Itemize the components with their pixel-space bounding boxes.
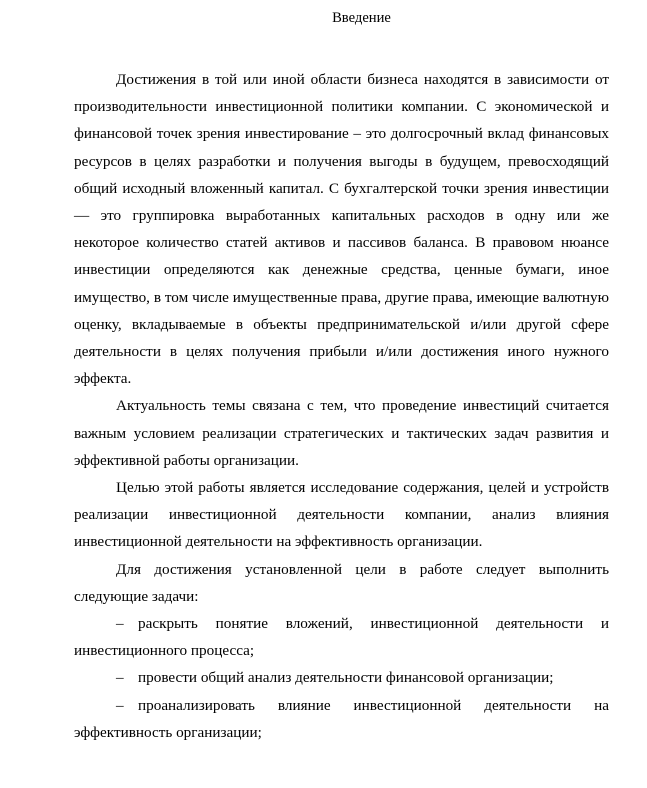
document-body — [74, 66, 609, 746]
list-dash: – — [116, 696, 124, 714]
list-item-text: проанализировать влияние инвестиционной деятельности на эффективность организации; — [74, 696, 609, 741]
paragraph-intro: Достижения в той или иной области бизнеса находятся в зависимости от производительности инвестиционной политики компании. С экономической и финансовой точек зрения инвестирование – это долгосрочный вклад финансовых ресурсов в целях разработки и получения выгоды в будущем, превосходящий общий исходный вложенный капитал. С бухгалтерской точки зрения инвестиции — это группировка выработанных капитальных расходов в одну или же некоторое количество статей активов и пассивов баланса. В правовом нюансе инвестиции определяются как денежные средства, ценные бумаги, иное имущество, в том числе имущественные права, другие права, имеющие валютную оценку, вкладываемые в объекты предпринимательской и/или другой сфере деятельности в целях получения прибыли и/или достижения иного нужного эффекта. — [74, 71, 609, 388]
list-item-text: провести общий анализ деятельности финансовой организации; — [138, 669, 554, 687]
document-title: Введение — [332, 10, 391, 26]
paragraph-relevance: Актуальность темы связана с тем, что проведение инвестиций считается важным условием реализации стратегических и тактических задач развития и эффективной работы организации. — [74, 397, 609, 469]
list-dash: – — [116, 669, 124, 687]
list-item — [74, 692, 609, 746]
paragraph-tasks-intro: Для достижения установленной цели в работе следует выполнить следующие задачи: — [74, 560, 609, 605]
list-item — [74, 610, 609, 664]
list-item-text: раскрыть понятие вложений, инвестиционной деятельности и инвестиционного процесса; — [74, 615, 609, 660]
list-dash: – — [116, 615, 124, 633]
list-item — [74, 664, 609, 691]
paragraph-goal: Целью этой работы является исследование содержания, целей и устройств реализации инвестиционной деятельности компании, анализ влияния инвестиционной деятельности на эффективность организации. — [74, 479, 609, 551]
